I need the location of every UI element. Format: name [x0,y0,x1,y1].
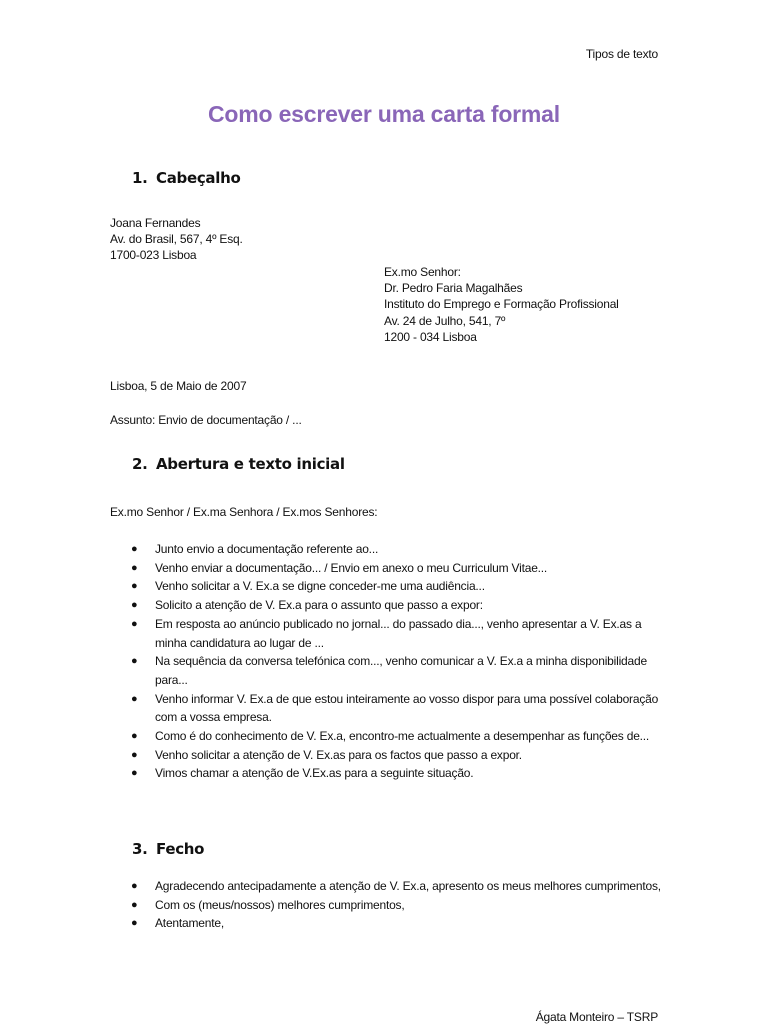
list-item: ● Agradecendo antecipadamente a atenção de V. Ex.a, apresento os meus melhores cumprimentos, [110,877,675,896]
bullet-icon: ● [131,617,138,630]
list-item: ● Junto envio a documentação referente ao... [110,540,675,559]
recipient-institution: Instituto do Emprego e Formação Profissional [384,297,619,312]
recipient-postcode: 1200 - 034 Lisboa [384,329,477,344]
section-title: Fecho [156,840,205,858]
bullet-icon: ● [131,543,138,555]
section-number: 2. [132,455,148,473]
opening-phrases-list [110,540,675,783]
bullet-icon: ● [131,561,138,574]
list-item: ● Vimos chamar a atenção de V.Ex.as para a seguinte situação. [110,764,675,783]
bullet-icon: ● [131,748,138,761]
section-heading-cabecalho [132,169,240,187]
recipient-street: Av. 24 de Julho, 541, 7º [384,313,506,328]
bullet-icon: ● [131,898,138,911]
bullet-icon: ● [131,599,138,612]
bullet-icon: ● [131,655,138,668]
list-item: ● Atentamente, [110,914,675,933]
bullet-icon: ● [131,692,138,705]
list-item: ● Solicito a atenção de V. Ex.a para o assunto que passo a expor: [110,596,675,615]
section-title: Abertura e texto inicial [156,455,345,473]
list-item: ● Venho informar V. Ex.a de que estou inteiramente ao vosso dispor para uma possível colaboração com a vossa empresa. [131,691,659,725]
salutation-options: Ex.mo Senhor / Ex.ma Senhora / Ex.mos Senhores: [110,505,378,519]
list-item: ● Venho enviar a documentação... / Envio em anexo o meu Curriculum Vitae... [110,559,675,578]
recipient-address [384,264,619,345]
page-footer: Ágata Monteiro – TSRP [535,1010,658,1024]
closing-phrases-list [110,877,675,933]
section-number: 1. [132,169,148,187]
sender-name: Joana Fernandes [110,216,201,230]
recipient-name: Dr. Pedro Faria Magalhães [384,281,523,296]
bullet-icon: ● [131,580,138,593]
bullet-icon: ● [131,767,138,780]
running-header: Tipos de texto [585,47,658,61]
list-item: ● Venho solicitar a V. Ex.a se digne conceder-me uma audiência... [110,577,675,596]
bullet-icon: ● [131,730,138,743]
sender-postcode: 1700-023 Lisboa [110,248,197,263]
section-number: 3. [132,840,148,858]
list-item: ● Com os (meus/nossos) melhores cumprimentos, [110,896,675,915]
bullet-icon: ● [131,917,138,930]
section-heading-abertura [132,455,345,473]
document-title: Como escrever uma carta formal [208,101,560,127]
list-item: ● Na sequência da conversa telefónica com..., venho comunicar a V. Ex.a a minha disponibilidade para... [131,654,647,687]
sender-address [110,215,243,264]
list-item: ● Como é do conhecimento de V. Ex.a, encontro-me actualmente a desempenhar as funções de... [110,727,675,746]
sender-street: Av. do Brasil, 567, 4º Esq. [110,232,243,247]
section-heading-fecho [132,840,204,858]
recipient-salutation: Ex.mo Senhor: [384,265,461,279]
letter-subject: Assunto: Envio de documentação / ... [110,413,302,427]
list-item: ● Em resposta ao anúncio publicado no jornal... do passado dia..., venho apresentar a V. Ex.as a minha candidatura ao lugar de ... [131,616,642,650]
section-title: Cabeçalho [156,169,241,187]
list-item: ● Venho solicitar a atenção de V. Ex.as para os factos que passo a expor. [110,746,675,765]
bullet-icon: ● [131,880,138,892]
letter-date: Lisboa, 5 de Maio de 2007 [110,379,247,393]
